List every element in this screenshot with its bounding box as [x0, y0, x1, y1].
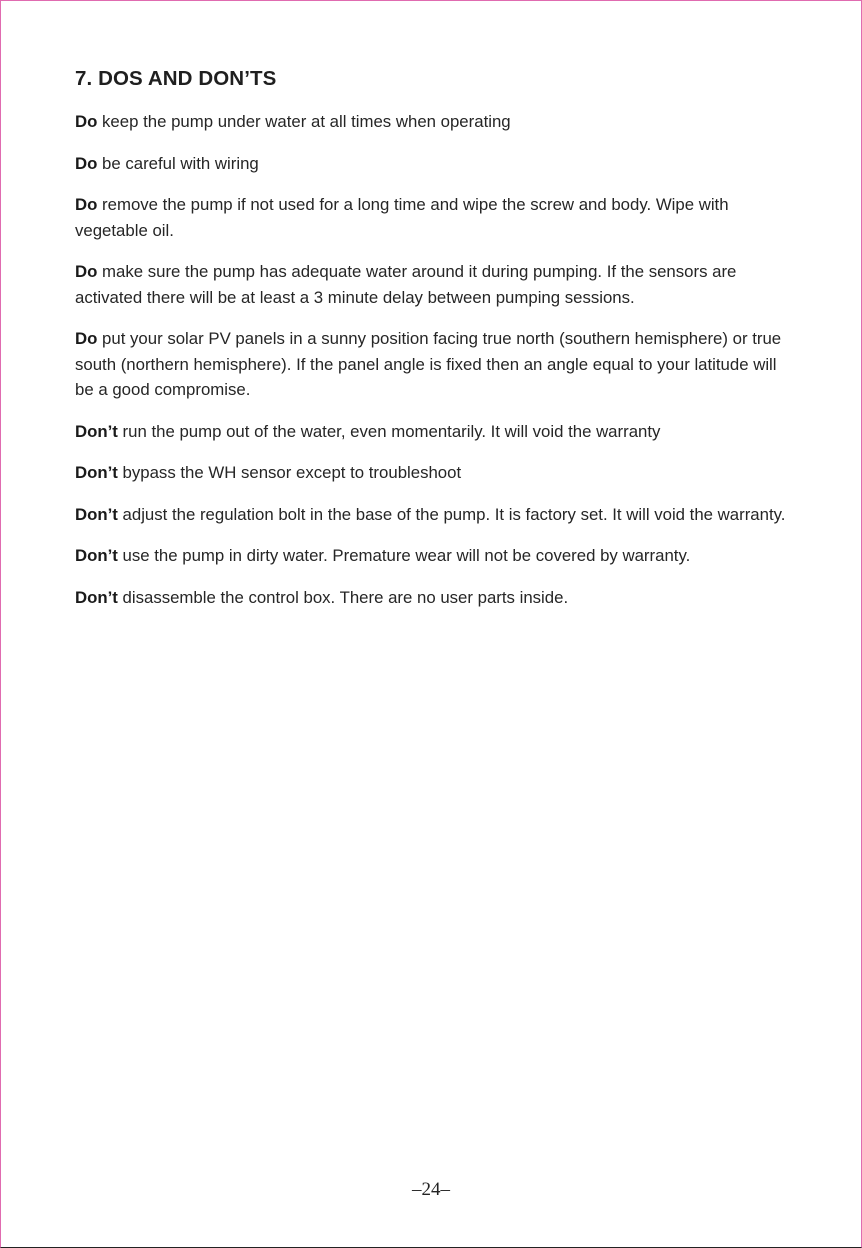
item-lead: Do: [75, 195, 98, 214]
item-text: put your solar PV panels in a sunny position facing true north (southern hemisphere) or true south (northern hemisphere). If the panel angle is fixed then an angle equal to your latitude will be a good compromise.: [75, 329, 782, 399]
item-lead: Don’t: [75, 421, 118, 441]
item-text: remove the pump if not used for a long time and wipe the screw and body. Wipe with vegetable oil.: [75, 195, 729, 240]
list-item: [75, 585, 797, 611]
list-item: [75, 460, 797, 486]
list-item: [75, 419, 797, 445]
item-text: make sure the pump has adequate water around it during pumping. If the sensors are activated there will be at least a 3 minute delay between pumping sessions.: [75, 262, 737, 307]
page-content: [75, 67, 797, 626]
item-text: keep the pump under water at all times when operating: [97, 112, 511, 131]
section-title: 7. DOS AND DON’TS: [75, 67, 277, 90]
list-item: [75, 326, 797, 403]
item-text: bypass the WH sensor except to troubleshoot: [117, 463, 462, 482]
page-number: –24–: [412, 1179, 450, 1200]
item-lead: Do: [75, 112, 98, 131]
list-item: [75, 259, 797, 310]
list-item: [75, 192, 797, 243]
item-lead: Don’t: [75, 463, 118, 482]
item-text: use the pump in dirty water. Premature wear will not be covered by warranty.: [117, 546, 691, 565]
item-lead: Don’t: [75, 587, 118, 607]
item-lead: Don’t: [75, 504, 118, 524]
list-item: [75, 543, 797, 569]
item-lead: Don’t: [75, 546, 118, 565]
item-text: adjust the regulation bolt in the base of the pump. It is factory set. It will void the warranty.: [117, 504, 786, 524]
list-item: [75, 109, 797, 135]
item-text: run the pump out of the water, even momentarily. It will void the warranty: [117, 421, 661, 441]
item-lead: Do: [75, 329, 98, 348]
list-item: [75, 151, 797, 177]
item-lead: Do: [75, 153, 98, 173]
item-lead: Do: [75, 262, 98, 281]
item-text: be careful with wiring: [97, 153, 259, 173]
list-item: [75, 502, 797, 528]
item-text: disassemble the control box. There are no user parts inside.: [117, 587, 569, 607]
